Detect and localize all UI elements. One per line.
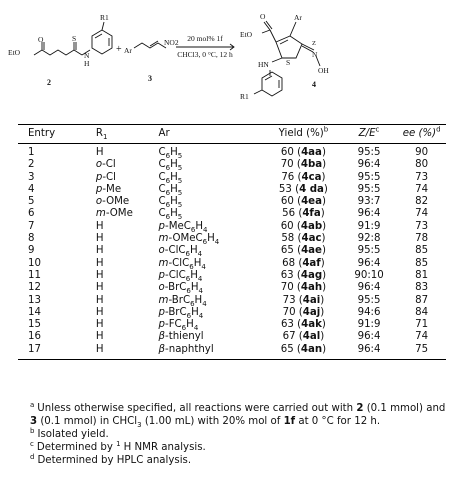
header-ar: Ar: [158, 128, 170, 139]
cell-r1: o-OMe: [95, 196, 130, 208]
cell-yield: 60 (4ab): [280, 220, 327, 232]
cell-yield: 73 (4ai): [282, 294, 325, 306]
table-row: [18, 270, 446, 282]
cell-ar: β-thienyl: [158, 331, 204, 343]
cell-ze: 95:5: [357, 183, 381, 195]
cell-ze: 96:4: [357, 343, 381, 355]
cell-r1: m-OMe: [95, 208, 133, 220]
cell-ee: 87: [415, 294, 429, 306]
cell-ze: 95:5: [357, 147, 381, 158]
cell-entry: 17: [28, 343, 41, 355]
cell-r1: H: [95, 233, 104, 245]
cell-ze: 91:9: [357, 220, 381, 232]
footnote-a: $^a$ Unless otherwise specified, all reactions were carried out with 2 (0.1 mmol) and 3 (0.1 mmol) in CHCl$_3$ (1.00 mL) with 20% mol of 1f at 0 °C for 12 h.: [30, 400, 446, 430]
footnotes: [30, 402, 446, 467]
cell-entry: 5: [28, 196, 35, 208]
cell-ar: $o-BrC_6H_4$: [158, 282, 203, 296]
r1-label-4: R1: [240, 92, 249, 101]
cell-entry: 3: [28, 171, 35, 183]
cell-ee: 73: [415, 220, 429, 232]
cell-yield: 65 (4an): [280, 343, 327, 355]
plus-sign: +: [116, 44, 122, 55]
cell-ee: 84: [415, 306, 429, 318]
header-ze: $Z/E^c$: [358, 125, 380, 139]
header-yield: Yield (%)$^b$: [278, 125, 329, 139]
footnote-d-text: Determined by HPLC analysis.: [37, 455, 192, 466]
cell-yield: 68 (4af): [282, 257, 325, 269]
table-row: [18, 184, 446, 196]
cell-entry: 12: [28, 282, 41, 294]
table-row: [18, 144, 446, 160]
footnote-d: $^d$ Determined by HPLC analysis.: [30, 452, 192, 466]
cell-ar: $m-BrC_6H_4$: [158, 294, 207, 308]
ester-o-label: O: [260, 12, 266, 21]
cell-r1: H: [95, 220, 104, 232]
table-row: [18, 307, 446, 319]
cell-ze: 96:4: [357, 257, 381, 269]
cell-ee: 83: [415, 282, 429, 294]
cell-yield: 70 (4ba): [280, 159, 327, 171]
ar-label-4: Ar: [294, 13, 302, 22]
cell-entry: 7: [28, 220, 35, 232]
cell-yield: 70 (4aj): [282, 306, 325, 318]
cell-entry: 6: [28, 208, 35, 220]
footnote-c: $^c$ Determined by $^1$ H NMR analysis.: [30, 439, 206, 453]
cell-entry: 9: [28, 245, 35, 257]
cell-ar: β-naphthyl: [158, 343, 214, 355]
cell-ar: $C_6H_5$: [158, 159, 183, 173]
cell-r1: H: [95, 306, 104, 318]
compound-3-label: 3: [148, 74, 152, 83]
cell-entry: 13: [28, 294, 41, 306]
table-row: [18, 319, 446, 331]
table-row: [18, 233, 446, 245]
cell-yield: 63 (4ag): [280, 269, 327, 281]
cell-r1: H: [95, 319, 104, 331]
cell-r1: H: [95, 343, 104, 355]
cell-ar: $p-BrC_6H_4$: [158, 306, 204, 320]
cell-ee: 74: [415, 208, 429, 220]
ar-label-3: Ar: [124, 46, 132, 55]
cell-yield: 60 (4aa): [280, 147, 326, 158]
cell-yield: 70 (4ah): [280, 282, 327, 294]
cell-ee: 74: [415, 183, 429, 195]
cell-ee: 85: [415, 245, 429, 257]
cell-ee: 78: [415, 233, 429, 245]
cell-ee: 80: [415, 159, 429, 171]
cell-ar: $C_6H_5$: [158, 147, 183, 161]
cell-ee: 82: [415, 196, 429, 208]
cell-r1: p-Me: [95, 183, 122, 195]
cell-entry: 11: [28, 269, 41, 281]
cell-entry: 1: [28, 147, 35, 158]
cell-yield: 60 (4ea): [280, 196, 326, 208]
table-row: [18, 245, 446, 257]
compound-4-label: 4: [312, 80, 316, 89]
no2-label: NO2: [164, 38, 179, 47]
cell-ee: 90: [415, 147, 429, 158]
cell-yield: 65 (4ae): [280, 245, 326, 257]
cell-r1: H: [95, 282, 104, 294]
cell-ze: 92:8: [357, 233, 381, 245]
table-row: [18, 196, 446, 208]
cell-ee: 81: [415, 269, 429, 281]
header-r1: $R_1$: [95, 128, 108, 142]
cell-ze: 96:4: [357, 282, 381, 294]
cell-ze: 95:5: [357, 171, 381, 183]
cell-entry: 15: [28, 319, 41, 331]
cell-ze: 96:4: [357, 208, 381, 220]
cell-ee: 73: [415, 171, 429, 183]
cell-r1: p-Cl: [95, 171, 116, 183]
amide-h-label: H: [84, 59, 90, 68]
ring-s-label: S: [286, 58, 291, 67]
table-body: [18, 144, 446, 360]
cell-entry: 16: [28, 331, 41, 343]
table-row: [18, 208, 446, 220]
footnote-a-text: Unless otherwise specified, all reactions were carried out with 2 (0.1 mmol) and 3 (0.1 mmol) in CHCl$_3$ (1.00 mL) with 20% mol of 1f at 0 °C for 12 h.: [30, 403, 446, 430]
cell-ze: 96:4: [357, 331, 381, 343]
cell-ar: $C_6H_5$: [158, 183, 183, 197]
footnote-b: $^b$ Isolated yield.: [30, 426, 109, 440]
cell-yield: 63 (4ak): [280, 319, 326, 331]
cell-entry: 2: [28, 159, 35, 171]
r1-label-2: R1: [100, 13, 109, 22]
header-entry: Entry: [28, 128, 56, 139]
table-row: [18, 159, 446, 171]
cell-r1: H: [95, 257, 104, 269]
cell-ar: $C_6H_5$: [158, 196, 183, 210]
cell-ar: $p-FC_6H_4$: [158, 319, 199, 333]
table-row: [18, 282, 446, 294]
cell-ze: 95:5: [357, 294, 381, 306]
cell-yield: 58 (4ac): [281, 233, 326, 245]
table-row: [18, 221, 446, 233]
conditions-label: CHCl3, 0 °C, 12 h: [177, 50, 233, 59]
eto-label-2: EtO: [8, 48, 21, 57]
cell-ar: $m-OMeC_6H_4$: [158, 233, 220, 247]
cell-entry: 4: [28, 183, 35, 195]
cell-ee: 74: [415, 331, 429, 343]
cell-ar: $C_6H_5$: [158, 208, 183, 222]
compound-2-label: 2: [47, 78, 51, 87]
cell-ar: $p-MeC_6H_4$: [158, 220, 208, 234]
footnote-c-text: Determined by $^1$ H NMR analysis.: [36, 439, 206, 453]
cell-ze: 93:7: [357, 196, 381, 208]
z-label: Z: [312, 40, 316, 47]
results-table: [18, 124, 446, 360]
cell-r1: H: [95, 245, 104, 257]
scheme-drawing: [0, 0, 454, 118]
table-row: [18, 258, 446, 270]
amide-n-label: N: [84, 51, 90, 60]
cell-ee: 85: [415, 257, 429, 269]
cell-yield: 76 (4ca): [281, 171, 326, 183]
cell-entry: 10: [28, 257, 41, 269]
cell-yield: 53 (4 da): [278, 183, 328, 195]
cell-r1: H: [95, 269, 104, 281]
cell-ze: 95:5: [357, 245, 381, 257]
cell-yield: 56 (4fa): [282, 208, 325, 220]
cell-r1: H: [95, 331, 104, 343]
oxime-n-label: N: [312, 50, 318, 59]
table-row: [18, 172, 446, 184]
thio-s-label: S: [72, 34, 77, 43]
reagent-label: 20 mol% 1f: [187, 34, 223, 43]
cell-entry: 8: [28, 233, 35, 245]
cell-ar: $m-ClC_6H_4$: [158, 257, 206, 271]
footnote-b-text: Isolated yield.: [37, 429, 109, 440]
oh-label: OH: [318, 66, 329, 75]
cell-r1: H: [95, 147, 104, 158]
cell-ee: 71: [415, 319, 429, 331]
carbonyl-o-label: O: [38, 35, 44, 44]
cell-ze: 94:6: [357, 306, 381, 318]
table-row: [18, 331, 446, 343]
cell-ar: $o-ClC_6H_4$: [158, 245, 203, 259]
cell-ze: 91:9: [357, 319, 381, 331]
reaction-scheme: [0, 0, 454, 118]
hn-label: HN: [258, 60, 269, 69]
table-row: [18, 295, 446, 307]
cell-ee: 75: [415, 343, 429, 355]
cell-r1: o-Cl: [95, 159, 116, 171]
eto-label-4: EtO: [240, 30, 253, 39]
cell-entry: 14: [28, 306, 41, 318]
cell-r1: H: [95, 294, 104, 306]
table-row: [18, 344, 446, 360]
table-header-row: [18, 125, 446, 144]
cell-yield: 67 (4al): [282, 331, 325, 343]
cell-ar: $C_6H_5$: [158, 171, 183, 185]
cell-ar: $p-ClC_6H_4$: [158, 269, 203, 283]
cell-ze: 96:4: [357, 159, 381, 171]
cell-ze: 90:10: [354, 269, 384, 281]
header-ee: ee (%)$^d$: [402, 125, 441, 139]
